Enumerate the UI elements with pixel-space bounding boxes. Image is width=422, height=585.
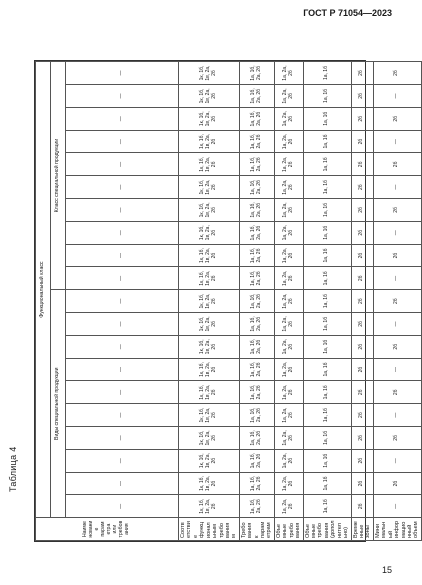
table-cell: 1а, 2а, 2б bbox=[274, 290, 303, 313]
table-cell: 2б bbox=[351, 62, 373, 85]
table-cell: 1а, 2а, 2б bbox=[274, 313, 303, 336]
table-cell: 1а, 1б bbox=[303, 244, 351, 267]
table-cell: 1а, 1б, 2а, 2б bbox=[239, 267, 274, 290]
table-cell: 1к, 1б, 1в, 2а, 2б bbox=[179, 427, 240, 450]
column-header: — bbox=[66, 62, 179, 85]
table-cell: 1а, 2а, 2б bbox=[274, 62, 303, 85]
table-cell: 2б bbox=[351, 313, 373, 336]
table-cell: 1а, 1б, 2а, 2б bbox=[239, 404, 274, 427]
table-cell: 1к, 1б, 1в, 2а, 2б bbox=[179, 404, 240, 427]
table-cell: 1а, 2а, 2б bbox=[274, 381, 303, 404]
table-cell: 1а, 1б bbox=[303, 130, 351, 153]
table-cell: 2б bbox=[351, 358, 373, 381]
table-cell: — bbox=[373, 267, 421, 290]
row-header: Минимальный информационный объем bbox=[373, 518, 421, 541]
table-cell: 1а, 1б bbox=[303, 381, 351, 404]
table-cell: 2б bbox=[351, 381, 373, 404]
group-sub1-header: Виды специальной продукции bbox=[51, 290, 66, 518]
group-sub2-header: Класс специальной продукции bbox=[51, 62, 66, 290]
column-header: — bbox=[66, 153, 179, 176]
table-cell: 1а, 2а, 2б bbox=[274, 267, 303, 290]
table-cell: 1а, 1б, 2а, 2б bbox=[239, 335, 274, 358]
corner-header: Наименование параметра или требования bbox=[36, 518, 179, 541]
table-row bbox=[351, 62, 373, 541]
table-cell: 1а, 1б bbox=[303, 221, 351, 244]
table-cell: 1а, 2а, 2б bbox=[274, 358, 303, 381]
row-header: Требования к параметрам bbox=[239, 518, 274, 541]
table-cell: 1а, 2а, 2б bbox=[274, 495, 303, 518]
table-cell: 1а, 2а, 2б bbox=[274, 153, 303, 176]
table-cell: 2б bbox=[351, 472, 373, 495]
table-cell: 1а, 1б, 2а, 2б bbox=[239, 381, 274, 404]
table-cell: — bbox=[373, 130, 421, 153]
column-header: — bbox=[66, 290, 179, 313]
column-header: — bbox=[66, 358, 179, 381]
table-cell: 2б bbox=[351, 427, 373, 450]
column-header: — bbox=[66, 85, 179, 108]
rotated-table-container bbox=[35, 61, 420, 541]
table-cell: 1а, 1б, 2а, 2б bbox=[239, 221, 274, 244]
table-cell: 2б bbox=[373, 199, 421, 222]
table-cell: — bbox=[373, 358, 421, 381]
table-cell: 2б bbox=[373, 290, 421, 313]
table-cell: 1а, 1б, 2а, 2б bbox=[239, 199, 274, 222]
column-header: — bbox=[66, 495, 179, 518]
table-cell: — bbox=[373, 404, 421, 427]
table-cell: 1а, 2а, 2б bbox=[274, 427, 303, 450]
column-header: — bbox=[66, 472, 179, 495]
table-cell: 1к, 1б, 1в, 2а, 2б bbox=[179, 290, 240, 313]
table-cell: 1к, 1б, 1в, 2а, 2б bbox=[179, 85, 240, 108]
table-cell: 1а, 1б, 2а, 2б bbox=[239, 495, 274, 518]
table-row bbox=[274, 62, 303, 541]
table-label: Таблица 4 bbox=[8, 446, 18, 492]
table-cell: 1к, 1б, 1в, 2а, 2б bbox=[179, 244, 240, 267]
table-cell: 2б bbox=[373, 427, 421, 450]
table-row bbox=[239, 62, 274, 541]
table-cell: 2б bbox=[351, 290, 373, 313]
column-header: — bbox=[66, 449, 179, 472]
table-cell: 1а, 1б, 2а, 2б bbox=[239, 130, 274, 153]
table-cell: 1а, 1б bbox=[303, 472, 351, 495]
table-cell: 2б bbox=[373, 153, 421, 176]
row-header: Временные зоны bbox=[351, 518, 373, 541]
table-cell: 1к, 1б, 1в, 2а, 2б bbox=[179, 130, 240, 153]
table-cell: 1к, 1б, 1в, 2а, 2б bbox=[179, 267, 240, 290]
table-cell: 2б bbox=[373, 472, 421, 495]
table-cell: 1а, 1б bbox=[303, 85, 351, 108]
table-cell: 2б bbox=[351, 335, 373, 358]
table-cell: — bbox=[373, 221, 421, 244]
table-cell: 1а, 1б bbox=[303, 313, 351, 336]
table-cell: 1а, 1б, 2а, 2б bbox=[239, 62, 274, 85]
table-cell: 1к, 1б, 1в, 2а, 2б bbox=[179, 381, 240, 404]
table-cell: 2б bbox=[373, 335, 421, 358]
column-header: — bbox=[66, 335, 179, 358]
table-cell: 1а, 1б, 2а, 2б bbox=[239, 153, 274, 176]
column-header-row bbox=[66, 62, 179, 541]
table-cell: 1а, 1б, 2а, 2б bbox=[239, 313, 274, 336]
subgroup-header-row bbox=[51, 62, 66, 541]
table-cell: 1а, 1б bbox=[303, 449, 351, 472]
data-table-frame bbox=[34, 60, 420, 542]
table-cell: 2б bbox=[373, 381, 421, 404]
column-header: — bbox=[66, 176, 179, 199]
table-cell: 1а, 1б, 2а, 2б bbox=[239, 358, 274, 381]
table-cell: 1а, 1б bbox=[303, 290, 351, 313]
table-cell: — bbox=[373, 85, 421, 108]
table-cell: 1к, 1б, 1в, 2а, 2б bbox=[179, 62, 240, 85]
data-table bbox=[35, 61, 422, 541]
column-header: — bbox=[66, 199, 179, 222]
table-cell: 1а, 2а, 2б bbox=[274, 335, 303, 358]
column-header: — bbox=[66, 313, 179, 336]
table-cell: 1а, 1б, 2а, 2б bbox=[239, 107, 274, 130]
standard-number: ГОСТ Р 71054—2023 bbox=[303, 8, 392, 18]
table-cell: 1а, 1б bbox=[303, 62, 351, 85]
table-cell: 1а, 1б, 2а, 2б bbox=[239, 244, 274, 267]
row-header: Объемные требования (дополнительно) bbox=[303, 518, 351, 541]
table-cell: 1а, 2а, 2б bbox=[274, 130, 303, 153]
group-header-row bbox=[36, 62, 51, 541]
table-cell: 1к, 1б, 1в, 2а, 2б bbox=[179, 358, 240, 381]
table-cell: 2б bbox=[351, 153, 373, 176]
table-cell: 1а, 1б bbox=[303, 267, 351, 290]
table-cell: 1а, 1б, 2а, 2б bbox=[239, 85, 274, 108]
table-cell: — bbox=[373, 313, 421, 336]
table-cell: 1а, 2а, 2б bbox=[274, 85, 303, 108]
table-row bbox=[179, 62, 240, 541]
table-cell: 2б bbox=[351, 244, 373, 267]
table-cell: 1к, 1б, 1в, 2а, 2б bbox=[179, 221, 240, 244]
column-header: — bbox=[66, 381, 179, 404]
table-cell: 2б bbox=[351, 85, 373, 108]
table-cell: 1а, 1б bbox=[303, 335, 351, 358]
table-cell: 1к, 1б, 1в, 2а, 2б bbox=[179, 335, 240, 358]
table-cell: 1а, 1б bbox=[303, 404, 351, 427]
table-cell: 1а, 1б bbox=[303, 358, 351, 381]
column-header: — bbox=[66, 427, 179, 450]
table-cell: 1а, 1б, 2а, 2б bbox=[239, 472, 274, 495]
table-cell: 1а, 1б bbox=[303, 495, 351, 518]
table-cell: 2б bbox=[351, 130, 373, 153]
table-cell: 2б bbox=[351, 449, 373, 472]
table-cell: 1к, 1б, 1в, 2а, 2б bbox=[179, 472, 240, 495]
table-cell: 1а, 1б, 2а, 2б bbox=[239, 449, 274, 472]
table-cell: 1а, 2а, 2б bbox=[274, 199, 303, 222]
table-cell: 1а, 1б, 2а, 2б bbox=[239, 176, 274, 199]
table-cell: 1а, 2а, 2б bbox=[274, 176, 303, 199]
table-body bbox=[179, 62, 422, 541]
table-cell: 2б bbox=[351, 107, 373, 130]
table-cell: 1к, 1б, 1в, 2а, 2б bbox=[179, 495, 240, 518]
column-header: — bbox=[66, 244, 179, 267]
table-cell: 1а, 2а, 2б bbox=[274, 107, 303, 130]
table-cell: 1а, 2а, 2б bbox=[274, 404, 303, 427]
table-cell: 1а, 2а, 2б bbox=[274, 221, 303, 244]
column-header: — bbox=[66, 107, 179, 130]
row-header: Соответствие функциональным требованиям bbox=[179, 518, 240, 541]
table-cell: 1а, 1б bbox=[303, 107, 351, 130]
table-cell: — bbox=[373, 176, 421, 199]
table-cell: 1к, 1б, 1в, 2а, 2б bbox=[179, 153, 240, 176]
table-cell: — bbox=[373, 449, 421, 472]
table-cell: 1а, 2а, 2б bbox=[274, 472, 303, 495]
table-cell: 1а, 1б, 2а, 2б bbox=[239, 427, 274, 450]
table-cell: 2б bbox=[373, 244, 421, 267]
table-cell: 1к, 1б, 1в, 2а, 2б bbox=[179, 107, 240, 130]
table-cell: 1а, 2а, 2б bbox=[274, 449, 303, 472]
row-header: Объемные требования bbox=[274, 518, 303, 541]
column-header: — bbox=[66, 221, 179, 244]
table-cell: 1к, 1б, 1в, 2а, 2б bbox=[179, 199, 240, 222]
table-cell: 2б bbox=[351, 221, 373, 244]
table-cell: 1а, 1б bbox=[303, 427, 351, 450]
table-cell: 1а, 1б bbox=[303, 153, 351, 176]
column-header: — bbox=[66, 404, 179, 427]
table-cell: 1а, 1б bbox=[303, 176, 351, 199]
table-cell: 2б bbox=[351, 176, 373, 199]
table-cell: 2б bbox=[351, 267, 373, 290]
column-header: — bbox=[66, 130, 179, 153]
column-header: — bbox=[66, 267, 179, 290]
table-cell: 1а, 1б bbox=[303, 199, 351, 222]
table-cell: 1к, 1б, 1в, 2а, 2б bbox=[179, 176, 240, 199]
table-cell: 1к, 1б, 1в, 2а, 2б bbox=[179, 313, 240, 336]
table-cell: — bbox=[373, 495, 421, 518]
table-cell: 2б bbox=[351, 404, 373, 427]
group-main-header: Функциональный класс bbox=[36, 62, 51, 518]
table-cell: 2б bbox=[351, 495, 373, 518]
table-row bbox=[303, 62, 351, 541]
table-cell: 2б bbox=[373, 107, 421, 130]
table-cell: 1к, 1б, 1в, 2а, 2б bbox=[179, 449, 240, 472]
table-cell: 1а, 1б, 2а, 2б bbox=[239, 290, 274, 313]
table-cell: 2б bbox=[351, 199, 373, 222]
page-number: 15 bbox=[381, 565, 392, 575]
table-row bbox=[373, 62, 421, 541]
table-cell: 1а, 2а, 2б bbox=[274, 244, 303, 267]
table-cell: 2б bbox=[373, 62, 421, 85]
